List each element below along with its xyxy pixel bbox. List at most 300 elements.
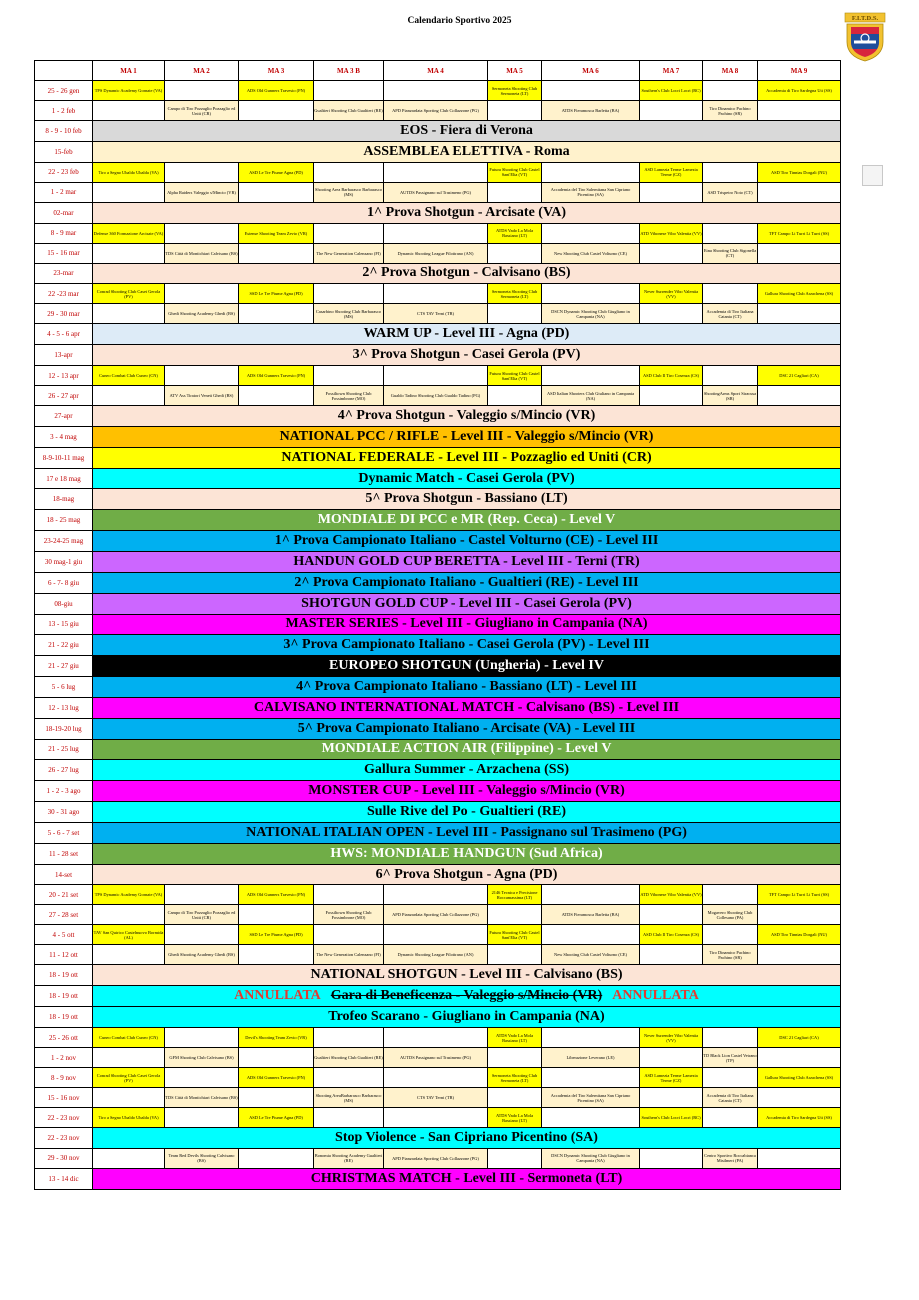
date-cell: 18 - 19 ott <box>35 965 93 986</box>
club-name: Accademia del Tiro Salernitana San Cipriano Picentino (SA) <box>550 187 631 198</box>
club-name: TFT Campo Li Turri Li Turri (SS) <box>768 892 830 898</box>
column-header: MA 5 <box>488 61 542 81</box>
club-name: Futura Shooting Club Castel Sant'Elia (VT) <box>489 370 540 381</box>
club-row <box>35 1028 841 1048</box>
column-header: MA 4 <box>384 61 488 81</box>
club-name: Gallura Shooting Club Arzachena (SS) <box>764 1075 834 1080</box>
date-cell: 26 - 27 lug <box>35 760 93 781</box>
club-cell <box>93 101 165 121</box>
club-cell <box>703 925 758 945</box>
club-cell <box>542 905 640 925</box>
event-row <box>35 510 841 531</box>
club-cell <box>165 925 239 945</box>
date-cell: 29 - 30 mar <box>35 304 93 324</box>
date-cell: 14-set <box>35 864 93 885</box>
club-name: ATDS Vado La Mola Bassiano (LT) <box>495 1112 534 1123</box>
club-cell <box>542 1148 640 1168</box>
club-cell <box>93 284 165 304</box>
club-cell <box>703 223 758 243</box>
club-cell <box>165 81 239 101</box>
cancelled-event-name: Gara di Beneficenza - Valeggio s/Mincio (VR) <box>330 988 603 1004</box>
club-cell <box>239 162 314 182</box>
event-row <box>35 677 841 698</box>
club-cell <box>758 284 841 304</box>
header-row <box>35 61 841 81</box>
club-name: ASD Italian Shooters Club Giuliano in Campania (NA) <box>546 390 635 401</box>
club-row <box>35 885 841 905</box>
club-name: SSD Le Tre Piume Agna (PD) <box>249 291 303 297</box>
event-cell: WARM UP - Level III - Agna (PD) <box>93 324 841 345</box>
club-name: Conrad Shooting Club Casei Gerola (PV) <box>96 1072 161 1083</box>
club-name: Never Surrender Vibo Valentia (VV) <box>643 288 699 299</box>
club-cell <box>314 885 384 905</box>
event-row <box>35 843 841 864</box>
club-cell <box>239 386 314 406</box>
club-cell <box>758 304 841 324</box>
date-cell: 22 - 23 nov <box>35 1108 93 1128</box>
club-cell <box>542 1028 640 1048</box>
club-cell <box>488 304 542 324</box>
club-cell <box>488 182 542 202</box>
club-name: AUTDS Passignano sul Trasimeno (PG) <box>400 1055 471 1060</box>
club-name: Never Surrender Vibo Valentia (VV) <box>643 1032 699 1043</box>
club-cell <box>488 1088 542 1108</box>
event-cell: ASSEMBLEA ELETTIVA - Roma <box>93 141 841 162</box>
club-cell <box>239 366 314 386</box>
club-cell <box>703 182 758 202</box>
club-cell <box>93 366 165 386</box>
club-cell <box>384 945 488 965</box>
event-row <box>35 697 841 718</box>
event-cell: 1^ Prova Shotgun - Arcisate (VA) <box>93 202 841 223</box>
date-cell: 15 - 16 nov <box>35 1088 93 1108</box>
club-name: ADS Old Gunners Travesio (PN) <box>246 373 306 379</box>
club-cell <box>384 1148 488 1168</box>
date-cell: 15-feb <box>35 141 93 162</box>
club-cell <box>488 223 542 243</box>
column-header: MA 6 <box>542 61 640 81</box>
date-cell: 21 - 22 giu <box>35 635 93 656</box>
club-cell <box>488 101 542 121</box>
club-cell <box>93 304 165 324</box>
date-cell: 1 - 2 nov <box>35 1048 93 1068</box>
event-row <box>35 345 841 366</box>
club-cell <box>542 243 640 263</box>
column-header: MA 8 <box>703 61 758 81</box>
club-cell <box>758 81 841 101</box>
event-row <box>35 572 841 593</box>
event-cell: MONDIALE DI PCC e MR (Rep. Ceca) - Level V <box>93 510 841 531</box>
club-row <box>35 1108 841 1128</box>
club-name: Gallura Shooting Club Arzachena (SS) <box>764 291 834 297</box>
club-name: Accademia di Tiro Sardegna Uti (SS) <box>766 1115 832 1120</box>
club-cell <box>384 905 488 925</box>
date-cell: 18 - 19 ott <box>35 986 93 1007</box>
club-cell <box>165 304 239 324</box>
club-cell <box>239 81 314 101</box>
club-cell <box>239 945 314 965</box>
club-cell <box>542 162 640 182</box>
club-name: ASD Club Il Tiro Cosenza (CS) <box>643 373 699 379</box>
club-cell <box>93 1068 165 1088</box>
event-cell: 3^ Prova Campionato Italiano - Casei Gerola (PV) - Level III <box>93 635 841 656</box>
event-row <box>35 781 841 802</box>
club-cell <box>314 304 384 324</box>
club-cell <box>488 1108 542 1128</box>
club-name: TPS Dynamic Academy Gornate (VA) <box>94 892 163 898</box>
date-cell: 29 - 30 nov <box>35 1148 93 1168</box>
club-cell <box>758 386 841 406</box>
date-cell: 13 - 15 giu <box>35 614 93 635</box>
club-name: Sermoneta Shooting Club Sermoneta (LT) <box>491 85 538 96</box>
club-cell <box>703 243 758 263</box>
club-cell <box>384 162 488 182</box>
date-cell: 30 - 31 ago <box>35 802 93 823</box>
club-name: Accademia di Tiro Italiana Catania (CT) <box>706 1092 754 1103</box>
date-cell: 22 - 23 feb <box>35 162 93 182</box>
event-row <box>35 718 841 739</box>
club-name: ASD Tiro Tinnias Dorgali (NU) <box>770 932 828 938</box>
club-cell <box>384 223 488 243</box>
club-name: ATDS Fieramosca Barletta (BA) <box>561 108 620 113</box>
club-cell <box>542 1108 640 1128</box>
club-name: New Shooting Club Castel Volturno (CE) <box>554 250 627 256</box>
club-cell <box>93 945 165 965</box>
cancelled-event-cell <box>93 986 841 1007</box>
date-cell: 18-mag <box>35 489 93 510</box>
club-row <box>35 101 841 121</box>
club-name: CTS TAV Terni (TR) <box>417 311 454 317</box>
club-cell <box>640 1088 703 1108</box>
club-cell <box>758 101 841 121</box>
event-cell: HWS: MONDIALE HANDGUN (Sud Africa) <box>93 843 841 864</box>
club-cell <box>165 162 239 182</box>
date-cell: 6 - 7- 8 giu <box>35 572 93 593</box>
event-cell: MASTER SERIES - Level III - Giugliano in Campania (NA) <box>93 614 841 635</box>
club-cell <box>542 81 640 101</box>
club-cell <box>314 945 384 965</box>
club-cell <box>93 1048 165 1068</box>
club-name: Dynamic Shooting League Filottrano (AN) <box>397 952 474 958</box>
event-row <box>35 551 841 572</box>
club-cell <box>703 304 758 324</box>
club-cell <box>758 905 841 925</box>
column-header: MA 1 <box>93 61 165 81</box>
club-name: Etna Shooting Club Sigonella (CT) <box>703 248 757 259</box>
club-cell <box>758 885 841 905</box>
date-cell: 12 - 13 lug <box>35 697 93 718</box>
club-name: Futura Shooting Club Castel Sant'Elia (VT) <box>489 929 540 940</box>
club-row <box>35 284 841 304</box>
club-name: Mogavero Shooting Club Collesano (PA) <box>707 909 753 920</box>
club-name: The New Generation Calenzano (FI) <box>316 250 381 256</box>
event-cell: MONSTER CUP - Level III - Valeggio s/Mincio (VR) <box>93 781 841 802</box>
club-cell <box>703 1068 758 1088</box>
date-cell: 23-24-25 mag <box>35 531 93 552</box>
club-name: DSC 21 Cagliari (CA) <box>779 373 819 379</box>
club-cell <box>314 162 384 182</box>
cancelled-label-left: ANNULLATA <box>234 988 321 1004</box>
club-cell <box>314 386 384 406</box>
club-cell <box>640 386 703 406</box>
club-row <box>35 223 841 243</box>
date-cell: 25 - 26 ott <box>35 1028 93 1048</box>
club-name: Cuneo Combat Club Cuneo (CN) <box>99 373 158 379</box>
club-cell <box>488 945 542 965</box>
club-cell <box>703 1088 758 1108</box>
club-name: Ghedi Shooting Academy Ghedi (BS) <box>168 952 235 958</box>
club-name: Estense Shooting Team Zevio (VR) <box>244 230 308 236</box>
club-cell <box>640 885 703 905</box>
event-row <box>35 1007 841 1028</box>
club-row <box>35 945 841 965</box>
date-cell: 3 - 4 mag <box>35 426 93 447</box>
club-cell <box>640 304 703 324</box>
club-name: Southern's Club Locri Locri (RC) <box>641 1115 701 1120</box>
club-cell <box>488 1148 542 1168</box>
club-name: Gualtieri Shooting Club Gualtieri (RE) <box>314 1055 383 1060</box>
club-row <box>35 366 841 386</box>
club-name: Team Red Devils Shooting Calvisano (BS) <box>168 1153 235 1164</box>
club-cell <box>703 1148 758 1168</box>
event-row <box>35 593 841 614</box>
club-cell <box>542 366 640 386</box>
club-cell <box>542 1088 640 1108</box>
club-cell <box>703 945 758 965</box>
date-cell: 27 - 28 set <box>35 905 93 925</box>
club-name: Gualtieri Shooting Club Gualtieri (RE) <box>314 108 383 113</box>
date-cell: 12 - 13 apr <box>35 366 93 386</box>
event-cell: 4^ Prova Campionato Italiano - Bassiano (LT) - Level III <box>93 677 841 698</box>
club-cell <box>542 182 640 202</box>
club-cell <box>239 1028 314 1048</box>
club-cell <box>384 1068 488 1088</box>
club-cell <box>703 162 758 182</box>
club-cell <box>758 162 841 182</box>
event-row <box>35 864 841 885</box>
event-row <box>35 739 841 760</box>
date-cell: 13-apr <box>35 345 93 366</box>
club-cell <box>758 1108 841 1128</box>
club-cell <box>640 945 703 965</box>
club-cell <box>640 905 703 925</box>
date-cell: 23-mar <box>35 263 93 284</box>
club-name: Fossiltown Shooting Club Fossimbrone (MO) <box>325 909 372 920</box>
event-cell: CALVISANO INTERNATIONAL MATCH - Calvisano (BS) - Level III <box>93 697 841 718</box>
event-row <box>35 426 841 447</box>
club-name: Accademia di Tiro Italiana Catania (CT) <box>706 308 754 319</box>
side-checkbox[interactable] <box>862 165 883 186</box>
page-title: Calendario Sportivo 2025 <box>407 16 512 26</box>
club-cell <box>384 1108 488 1128</box>
date-cell: 11 - 28 set <box>35 843 93 864</box>
club-name: ASD Club Il Tiro Cosenza (CS) <box>643 932 699 938</box>
club-cell <box>314 366 384 386</box>
column-header: MA 3 <box>239 61 314 81</box>
logo-text: F.I.T.D.S. <box>851 15 879 23</box>
date-cell: 08-giu <box>35 593 93 614</box>
club-cell <box>703 101 758 121</box>
club-cell <box>165 101 239 121</box>
event-cell: 6^ Prova Shotgun - Agna (PD) <box>93 864 841 885</box>
event-cell: 2^ Prova Campionato Italiano - Gualtieri (RE) - Level III <box>93 572 841 593</box>
club-name: ASD Lamezia Terme Lamezia Terme (CZ) <box>644 1072 698 1083</box>
club-cell <box>542 925 640 945</box>
club-cell <box>165 945 239 965</box>
event-cell: Stop Violence - San Cipriano Picentino (SA) <box>93 1128 841 1149</box>
club-cell <box>93 223 165 243</box>
club-cell <box>640 1148 703 1168</box>
club-name: The New Generation Calenzano (FI) <box>316 952 381 958</box>
club-name: TPS Dynamic Academy Gornate (VA) <box>94 88 163 93</box>
club-cell <box>314 1088 384 1108</box>
club-name: SSD Le Tre Piume Agna (PD) <box>249 932 303 938</box>
club-name: ATDS Vado La Mola Bassiano (LT) <box>495 1032 534 1043</box>
club-name: TFT Campo Li Turri Li Turri (SS) <box>768 230 830 236</box>
event-row <box>35 489 841 510</box>
club-cell <box>239 243 314 263</box>
date-cell: 5 - 6 lug <box>35 677 93 698</box>
date-cell: 4 - 5 ott <box>35 925 93 945</box>
club-row <box>35 243 841 263</box>
club-cell <box>384 304 488 324</box>
club-name: Tiro Dinamico Pachino Pachino (SR) <box>709 105 751 116</box>
club-name: Gualdo Tadino Shooting Club Gualdo Tadino (PG) <box>390 393 481 399</box>
club-cell <box>239 925 314 945</box>
club-cell <box>93 386 165 406</box>
date-cell: 1 - 2 feb <box>35 101 93 121</box>
club-cell <box>314 243 384 263</box>
club-cell <box>314 1028 384 1048</box>
event-row <box>35 1128 841 1149</box>
club-cell <box>758 1048 841 1068</box>
club-cell <box>542 945 640 965</box>
date-cell: 18 - 19 ott <box>35 1007 93 1028</box>
event-row <box>35 468 841 489</box>
club-cell <box>758 223 841 243</box>
club-name: Bonomia Shooting Academy Gualtieri (RE) <box>314 1153 383 1164</box>
date-cell: 22 -23 mar <box>35 284 93 304</box>
club-name: ASD Le Tre Piume Agna (PD) <box>249 169 303 175</box>
event-cell: CHRISTMAS MATCH - Level III - Sermoneta (LT) <box>93 1168 841 1189</box>
event-cell: 2^ Prova Shotgun - Calvisano (BS) <box>93 263 841 284</box>
club-cell <box>165 905 239 925</box>
event-row <box>35 965 841 986</box>
club-cell <box>384 1028 488 1048</box>
date-cell: 1 - 2 mar <box>35 182 93 202</box>
club-cell <box>758 945 841 965</box>
date-cell: 25 - 26 gen <box>35 81 93 101</box>
club-name: Dynamic Shooting League Filottrano (AN) <box>397 250 474 256</box>
date-cell: 17 e 18 mag <box>35 468 93 489</box>
club-name: Accademia del Tiro Salernitana San Cipriano Picentino (SA) <box>550 1092 631 1103</box>
club-name: ADS Old Gunners Travesio (PN) <box>246 88 306 93</box>
club-cell <box>384 386 488 406</box>
club-name: CTS TAV Terni (TR) <box>417 1095 454 1100</box>
club-cell <box>93 243 165 263</box>
event-row <box>35 263 841 284</box>
club-cell <box>703 81 758 101</box>
club-cell <box>640 284 703 304</box>
club-cell <box>758 1148 841 1168</box>
column-header: MA 3 B <box>314 61 384 81</box>
club-name: TDS Città di Montichiari Calvisano (BS) <box>165 250 238 256</box>
club-cell <box>488 925 542 945</box>
club-cell <box>239 1088 314 1108</box>
club-name: Conrad Shooting Club Casei Gerola (PV) <box>96 288 161 299</box>
date-cell: 26 - 27 apr <box>35 386 93 406</box>
club-cell <box>758 1088 841 1108</box>
club-cell <box>758 243 841 263</box>
club-cell <box>165 223 239 243</box>
club-row <box>35 1068 841 1088</box>
club-row <box>35 182 841 202</box>
club-cell <box>239 1148 314 1168</box>
club-cell <box>239 304 314 324</box>
club-cell <box>488 1068 542 1088</box>
event-row <box>35 1168 841 1189</box>
club-cell <box>542 386 640 406</box>
event-row <box>35 635 841 656</box>
club-name: ATDS Fieramosca Barletta (BA) <box>561 912 620 918</box>
club-cell <box>239 223 314 243</box>
club-name: Futura Shooting Club Castel Sant'Elia (VT) <box>489 167 540 178</box>
club-cell <box>703 1048 758 1068</box>
club-cell <box>93 905 165 925</box>
date-cell: 8 - 9 mar <box>35 223 93 243</box>
club-cell <box>488 162 542 182</box>
club-row <box>35 162 841 182</box>
event-cell: Gallura Summer - Arzachena (SS) <box>93 760 841 781</box>
club-cell <box>640 81 703 101</box>
club-name: Shooting Area Barbarasco Barbarasco (MS) <box>315 187 382 198</box>
date-cell: 13 - 14 dic <box>35 1168 93 1189</box>
club-name: DSC 21 Cagliari (CA) <box>779 1035 819 1040</box>
club-cell <box>703 366 758 386</box>
column-header: MA 9 <box>758 61 841 81</box>
club-cell <box>488 1028 542 1048</box>
date-cell: 18-19-20 lug <box>35 718 93 739</box>
club-cell <box>384 243 488 263</box>
club-cell <box>314 284 384 304</box>
club-cell <box>542 1068 640 1088</box>
club-cell <box>384 1048 488 1068</box>
club-cell <box>542 885 640 905</box>
club-cell <box>314 905 384 925</box>
date-cell: 18 - 25 mag <box>35 510 93 531</box>
date-cell: 5 - 6 - 7 set <box>35 822 93 843</box>
event-row <box>35 141 841 162</box>
event-row <box>35 986 841 1007</box>
club-row <box>35 304 841 324</box>
club-name: ATD Vibonese Vibo Valentia (VV) <box>640 230 702 236</box>
date-cell: 8 - 9 - 10 feb <box>35 121 93 142</box>
club-name: ATDS Vado La Mola Bassiano (LT) <box>495 228 534 239</box>
club-cell <box>384 182 488 202</box>
club-cell <box>93 1088 165 1108</box>
date-cell: 21 - 25 lug <box>35 739 93 760</box>
club-row <box>35 81 841 101</box>
club-cell <box>314 1048 384 1068</box>
club-cell <box>488 284 542 304</box>
club-cell <box>640 223 703 243</box>
club-cell <box>314 1068 384 1088</box>
club-cell <box>384 366 488 386</box>
club-cell <box>488 1048 542 1068</box>
club-cell <box>703 386 758 406</box>
club-cell <box>165 1048 239 1068</box>
club-name: Campo di Tiro Pozzaglio Pozzaglio ed Uniti (CR) <box>167 909 236 920</box>
